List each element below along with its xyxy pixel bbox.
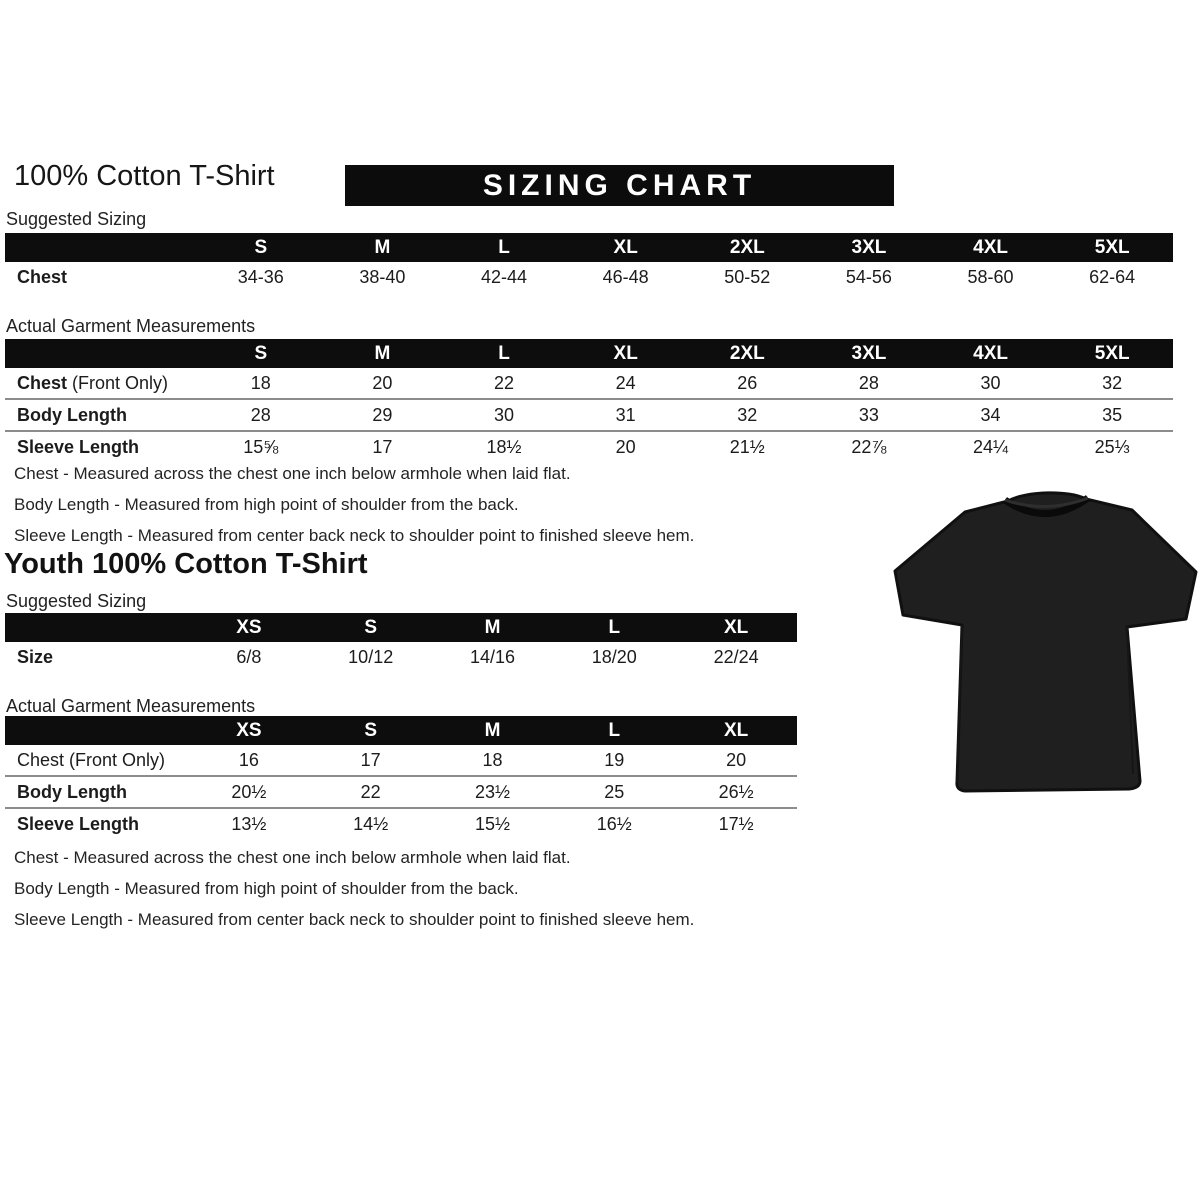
column-header: 3XL	[851, 342, 887, 364]
column-header: L	[608, 719, 621, 741]
table-row	[5, 775, 797, 807]
table-cell: 16½	[596, 813, 632, 834]
table-cell: 17	[360, 749, 381, 770]
column-header: L	[608, 616, 621, 638]
adult-section-title: 100% Cotton T-Shirt	[14, 160, 275, 192]
table-cell: 38-40	[359, 266, 406, 287]
table-cell: 21½	[729, 436, 765, 457]
table-cell: 17½	[718, 813, 754, 834]
table-cell: 32	[737, 404, 758, 425]
column-header: 5XL	[1094, 236, 1130, 258]
column-header: 4XL	[973, 342, 1008, 364]
table-cell: 30	[980, 372, 1001, 393]
column-header: 3XL	[851, 236, 887, 258]
note-body-length: Body Length - Measured from high point of shoulder from the back.	[14, 879, 519, 898]
column-header: XL	[723, 616, 749, 638]
table-cell: 18/20	[591, 646, 637, 667]
table-row	[5, 262, 1173, 292]
row-label	[5, 647, 188, 668]
column-header: 2XL	[729, 342, 765, 364]
table-row	[5, 368, 1173, 398]
table-cell: 22	[494, 372, 515, 393]
adult-suggested-sizing-label: Suggested Sizing	[6, 209, 147, 229]
column-header: M	[374, 342, 391, 364]
column-header: S	[254, 342, 268, 364]
row-label-text: Chest	[17, 266, 68, 287]
row-label	[5, 267, 200, 288]
youth-section-title: Youth 100% Cotton T-Shirt	[4, 548, 368, 580]
table-row	[5, 398, 1173, 430]
sizing-chart-banner: SIZING CHART	[345, 165, 894, 206]
table-cell: 24	[615, 372, 636, 393]
table-cell: 13½	[231, 813, 267, 834]
table-cell: 24¼	[973, 436, 1009, 457]
youth-suggested-sizing-label: Suggested Sizing	[6, 591, 147, 611]
youth-actual-measurements-table	[5, 716, 797, 839]
table-cell: 25⅓	[1094, 436, 1130, 457]
column-header: XL	[723, 719, 749, 741]
table-cell: 15½	[474, 813, 511, 834]
row-label-text: Body Length	[17, 404, 127, 425]
youth-actual-measurements-label: Actual Garment Measurements	[6, 696, 256, 716]
table-row	[5, 642, 797, 672]
table-cell: 35	[1102, 404, 1123, 425]
table-header-row	[5, 339, 1173, 368]
table-cell: 15⅝	[243, 436, 279, 457]
table-cell: 14½	[353, 813, 389, 834]
table-cell: 22	[360, 781, 381, 802]
column-header: M	[374, 236, 391, 258]
table-cell: 34-36	[237, 266, 284, 287]
table-cell: 20	[726, 749, 747, 770]
column-header: S	[254, 236, 268, 258]
table-row	[5, 745, 797, 775]
table-cell: 31	[615, 404, 636, 425]
row-label	[5, 437, 200, 458]
column-header: S	[364, 616, 378, 638]
row-label-text: Sleeve Length	[17, 436, 140, 457]
row-label-text: Size	[17, 646, 54, 667]
row-label-text: Chest (Front Only)	[17, 749, 166, 770]
table-cell: 28	[250, 404, 271, 425]
column-header: 4XL	[973, 236, 1008, 258]
column-header: S	[364, 719, 378, 741]
table-cell: 26	[737, 372, 758, 393]
column-header: XL	[613, 236, 638, 258]
column-header: 2XL	[729, 236, 765, 258]
table-cell: 22⅞	[851, 436, 887, 457]
youth-measurement-notes	[14, 842, 694, 935]
table-cell: 33	[858, 404, 879, 425]
table-cell: 18½	[486, 436, 522, 457]
table-cell: 32	[1102, 372, 1123, 393]
note-sleeve-length: Sleeve Length - Measured from center back neck to shoulder point to finished sleeve hem.	[14, 526, 695, 545]
note-chest: Chest - Measured across the chest one inch below armhole when laid flat.	[14, 464, 571, 483]
note-sleeve-length: Sleeve Length - Measured from center back neck to shoulder point to finished sleeve hem.	[14, 910, 695, 929]
table-cell: 25	[604, 781, 625, 802]
row-label-text: Sleeve Length	[17, 813, 140, 834]
table-cell: 20½	[231, 781, 267, 802]
adult-actual-measurements-label: Actual Garment Measurements	[6, 316, 256, 336]
black-tshirt-image	[893, 484, 1199, 806]
note-body-length: Body Length - Measured from high point of shoulder from the back.	[14, 495, 519, 514]
table-cell: 26½	[718, 781, 754, 802]
note-chest: Chest - Measured across the chest one inch below armhole when laid flat.	[14, 848, 571, 867]
table-cell: 18	[482, 749, 503, 770]
table-header-row	[5, 716, 797, 745]
table-cell: 6/8	[236, 646, 262, 667]
table-cell: 17	[372, 436, 393, 457]
table-cell: 29	[372, 404, 393, 425]
table-cell: 28	[858, 372, 879, 393]
column-header: M	[484, 616, 501, 638]
table-cell: 20	[615, 436, 636, 457]
table-cell: 54-56	[845, 266, 892, 287]
table-cell: 50-52	[724, 266, 771, 287]
row-label	[5, 782, 188, 803]
column-header: XL	[613, 342, 638, 364]
table-cell: 10/12	[348, 646, 394, 667]
column-header: L	[498, 236, 510, 258]
table-cell: 62-64	[1089, 266, 1136, 287]
table-cell: 42-44	[481, 266, 528, 287]
table-cell: 23½	[474, 781, 511, 802]
column-header: XS	[236, 616, 262, 638]
table-cell: 20	[372, 372, 393, 393]
table-cell: 18	[250, 372, 271, 393]
table-row	[5, 807, 797, 839]
tshirt-icon	[893, 484, 1199, 806]
table-cell: 34	[980, 404, 1001, 425]
row-label-text: Chest	[17, 372, 68, 393]
adult-actual-measurements-table	[5, 339, 1173, 462]
table-cell: 14/16	[469, 646, 516, 667]
row-label-suffix: (Front Only)	[67, 372, 169, 393]
column-header: L	[498, 342, 510, 364]
adult-measurement-notes	[14, 458, 694, 551]
row-label	[5, 405, 200, 426]
row-label	[5, 373, 200, 394]
adult-suggested-sizing-table	[5, 233, 1173, 292]
table-header-row	[5, 613, 797, 642]
column-header: XS	[236, 719, 262, 741]
table-cell: 19	[604, 749, 625, 770]
youth-suggested-sizing-table	[5, 613, 797, 672]
table-cell: 58-60	[967, 266, 1014, 287]
column-header: 5XL	[1094, 342, 1130, 364]
row-label	[5, 750, 188, 771]
column-header: M	[484, 719, 501, 741]
row-label-text: Body Length	[17, 781, 127, 802]
table-cell: 16	[238, 749, 259, 770]
table-header-row	[5, 233, 1173, 262]
table-cell: 46-48	[602, 266, 649, 287]
table-cell: 22/24	[713, 646, 759, 667]
row-label	[5, 814, 188, 835]
table-cell: 30	[494, 404, 515, 425]
